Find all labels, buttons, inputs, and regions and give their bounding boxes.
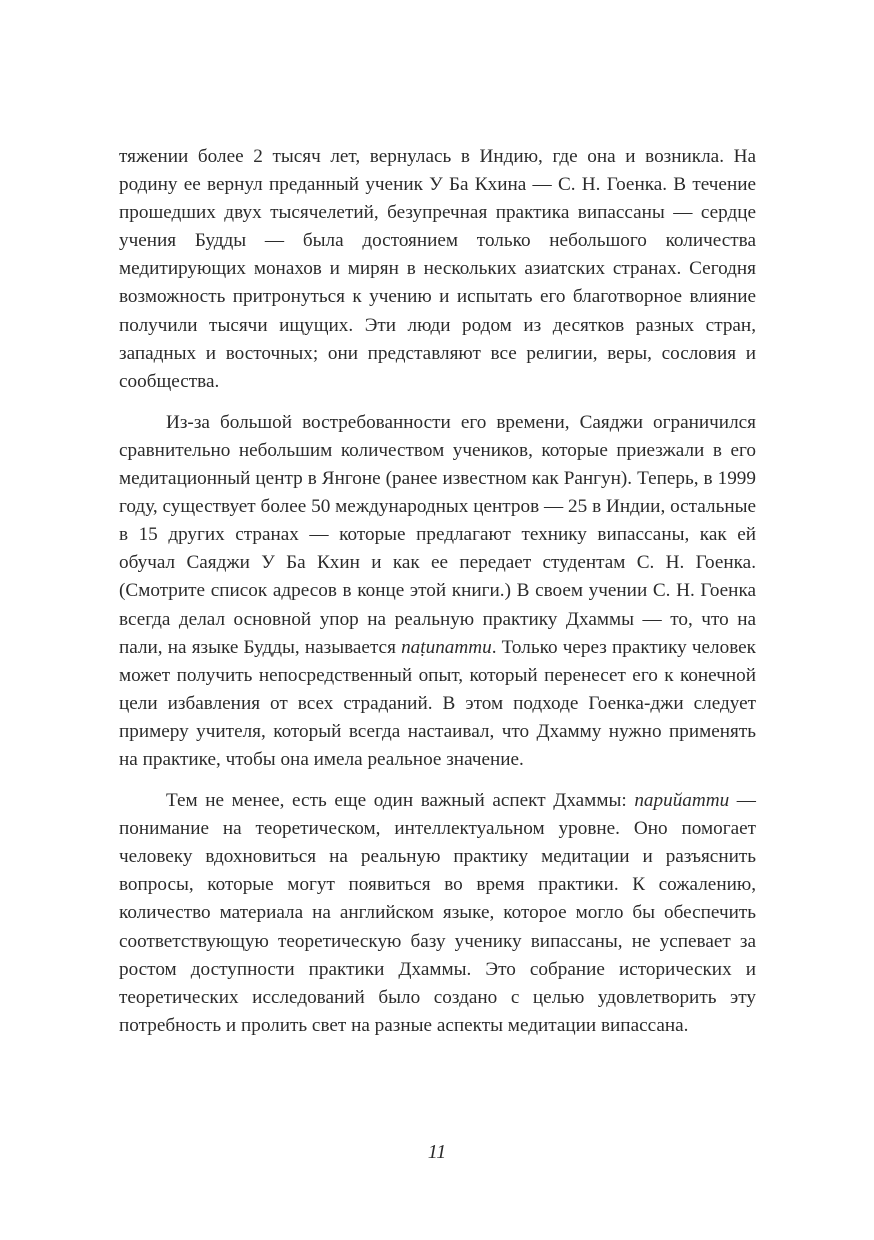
paragraph-2-text-b: . Только через практику человек может получить непосредственный опыт, который перенесет его к конечной цели избавления от всех страданий. В этом подходе Гоенка-джи следует примеру учителя, который всегда настаивал, что Дхамму нужно применять на практике, чтобы она имела реальное значение. (119, 636, 756, 770)
paragraph-2 (119, 409, 756, 774)
paragraph-2-text-a: Из-за большой востребованности его времени, Саяджи ограничился сравнительно небольшим количеством учеников, которые приезжали в его медитационный центр в Янгоне (ранее известном как Рангун). Теперь, в 1999 году, существует более 50 международных центров — 25 в Индии, остальные в 15 других странах — которые предлагают технику випассаны, как ей обучал Саяджи У Ба Кхин и как ее передает студентам С. Н. Гоенка. (Смотрите список адресов в конце этой книги.) В своем учении С. Н. Гоенка всегда делал основной упор на реальную практику Дхаммы — то, что на пали, на языке Будды, называется (119, 411, 756, 658)
paragraph-2-term-patipatti: паṭипатти (401, 636, 492, 658)
page-body (119, 143, 756, 1053)
paragraph-3 (119, 787, 756, 1040)
paragraph-3-text-b: — понимание на теоретическом, интеллектуальном уровне. Оно помогает человеку вдохновиться на реальную практику медитации и разъяснить вопросы, которые могут появиться во время практики. К сожалению, количество материала на английском языке, которое могло бы обеспечить соответствующую теоретическую базу ученику випассаны, не успевает за ростом доступности практики Дхаммы. Это собрание исторических и теоретических исследований было создано с целью удовлетворить эту потребность и пролить свет на разные аспекты медитации випассана. (119, 790, 756, 1036)
paragraph-3-term-pariyatti: парийатти (634, 790, 730, 812)
paragraph-3-text-a: Тем не менее, есть еще один важный аспект Дхаммы: (166, 790, 635, 812)
paragraph-1 (119, 143, 756, 396)
page-number: 11 (427, 1141, 447, 1163)
paragraph-1-text: тяжении более 2 тысяч лет, вернулась в Индию, где она и возникла. На родину ее вернул преданный ученик У Ба Кхина — С. Н. Гоенка. В течение прошедших двух тысячелетий, безупречная практика випассаны — сердце учения Будды — была достоянием только небольшого количества медитирующих монахов и мирян в нескольких азиатских странах. Сегодня возможность притронуться к учению и испытать его благотворное влияние получили тысячи ищущих. Эти люди родом из десятков разных стран, западных и восточных; они представляют все религии, веры, сословия и сообщества. (119, 146, 756, 392)
